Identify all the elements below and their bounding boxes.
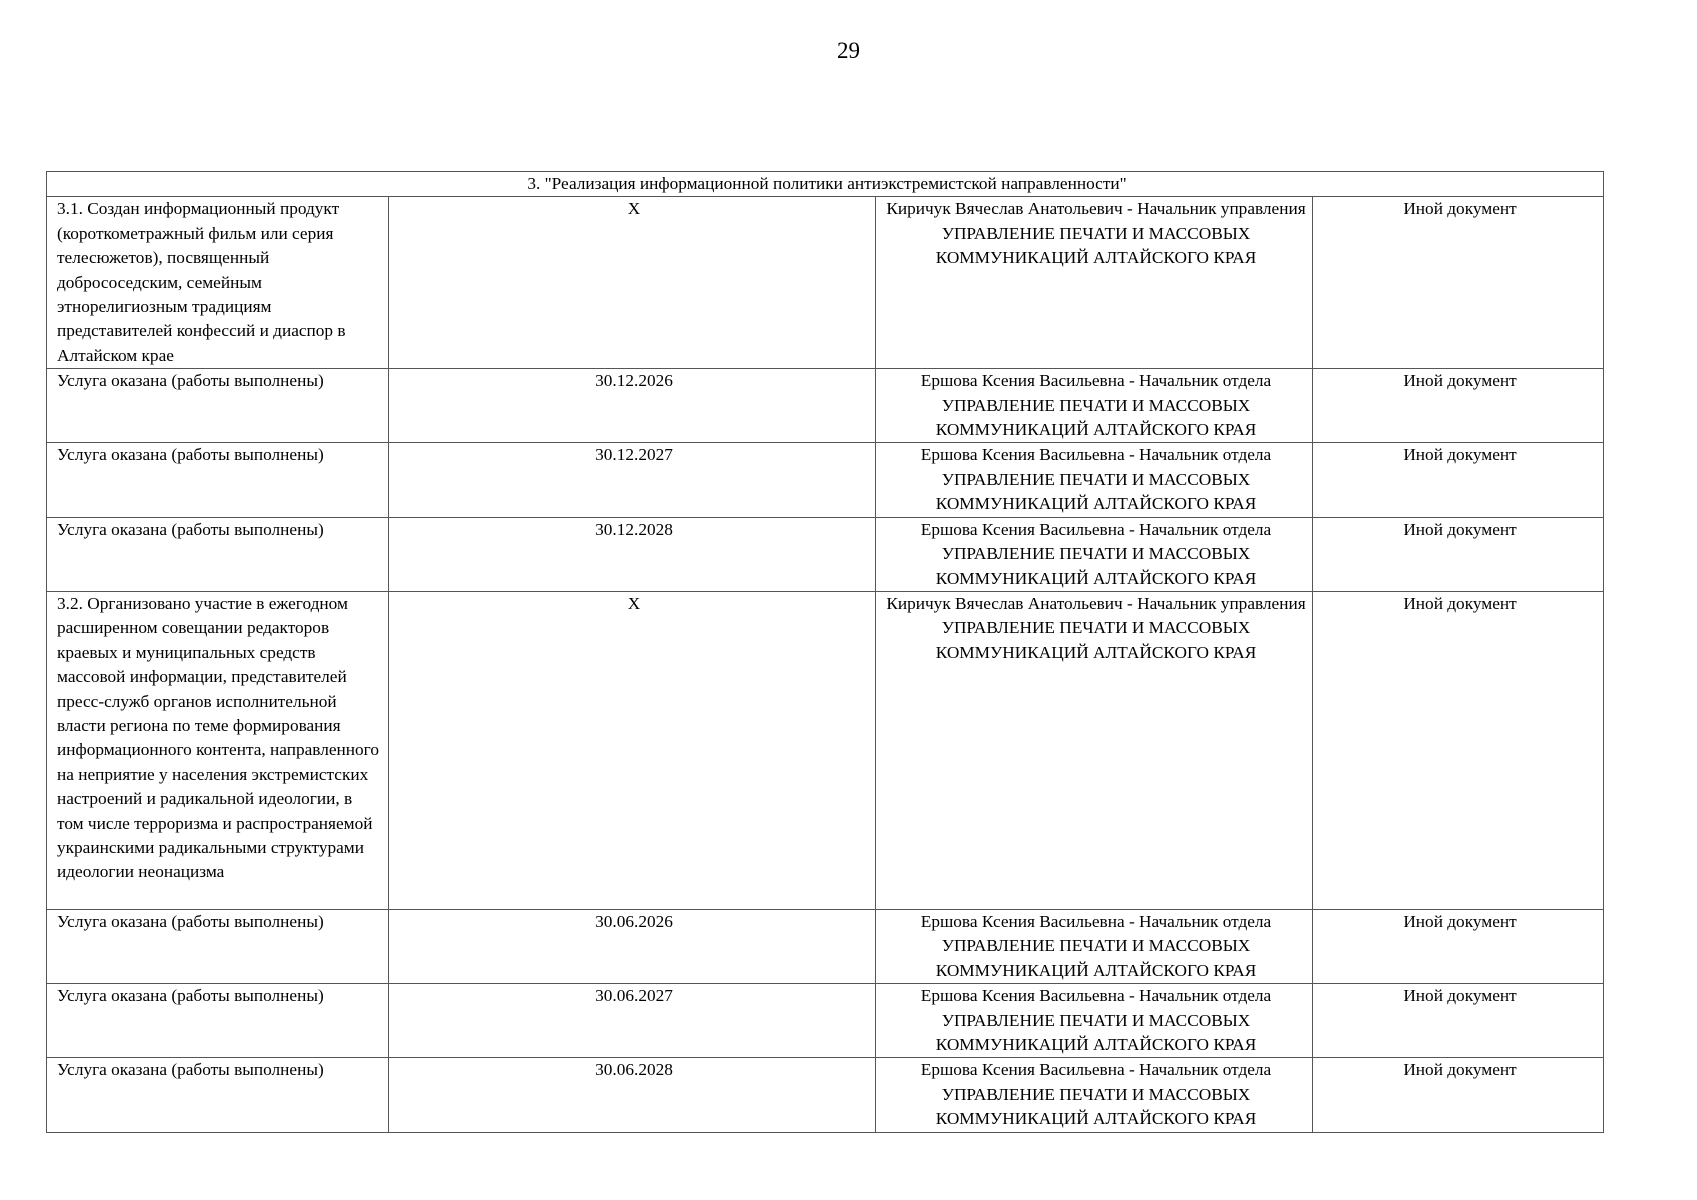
responsible-org: УПРАВЛЕНИЕ ПЕЧАТИ И МАССОВЫХ КОММУНИКАЦИЙ АЛТАЙСКОГО КРАЯ [935,223,1257,268]
row-date-cell: 30.12.2028 [389,517,876,591]
row-responsible-cell [876,197,1313,369]
section-title: 3. "Реализация информационной политики антиэкстремистской направленности" [47,172,1604,197]
row-document-cell: Иной документ [1313,369,1604,443]
responsible-org: УПРАВЛЕНИЕ ПЕЧАТИ И МАССОВЫХ КОММУНИКАЦИЙ АЛТАЙСКОГО КРАЯ [935,936,1257,980]
table-row [47,369,1604,443]
row-name-cell: Услуга оказана (работы выполнены) [47,1058,389,1132]
row-date-cell: 30.06.2027 [389,984,876,1058]
responsible-org: УПРАВЛЕНИЕ ПЕЧАТИ И МАССОВЫХ КОММУНИКАЦИЙ АЛТАЙСКОГО КРАЯ [935,544,1257,588]
responsible-org: УПРАВЛЕНИЕ ПЕЧАТИ И МАССОВЫХ КОММУНИКАЦИЙ АЛТАЙСКОГО КРАЯ [935,618,1257,662]
responsible-person: Ершова Ксения Васильевна - Начальник отдела [920,519,1272,539]
row-responsible-cell [876,1058,1313,1132]
row-name-cell: 3.2. Организовано участие в ежегодном расширенном совещании редакторов краевых и муниципальных средств массовой информации, представителей пресс-служб органов исполнительной власти региона по теме формирования информационного контента, направленного на неприятие у населения экстремистских настроений и радикальной идеологии, в том числе терроризма и распространяемой украинскими радикальными структурами идеологии неонацизма [47,591,389,909]
responsible-person: Ершова Ксения Васильевна - Начальник отдела [920,445,1272,465]
responsible-person: Ершова Ксения Васильевна - Начальник отдела [920,371,1272,391]
section-header-row [47,172,1604,197]
row-name-cell: 3.1. Создан информационный продукт (короткометражный фильм или серия телесюжетов), посвященный добрососедским, семейным этнорелигиозным традициям представителей конфессий и диаспор в Алтайском крае [47,197,389,369]
row-name-cell: Услуга оказана (работы выполнены) [47,517,389,591]
row-responsible-cell [876,517,1313,591]
table-row [47,443,1604,517]
responsible-person: Киричук Вячеслав Анатольевич - Начальник управления [886,199,1306,219]
row-name-cell: Услуга оказана (работы выполнены) [47,909,389,983]
row-date-cell: X [389,197,876,369]
row-document-cell: Иной документ [1313,591,1604,909]
table-row [47,197,1604,369]
row-document-cell: Иной документ [1313,197,1604,369]
row-date-cell: 30.12.2026 [389,369,876,443]
responsible-person: Ершова Ксения Васильевна - Начальник отдела [920,1060,1272,1080]
row-responsible-cell [876,909,1313,983]
row-responsible-cell [876,443,1313,517]
row-name-cell: Услуга оказана (работы выполнены) [47,443,389,517]
responsible-org: УПРАВЛЕНИЕ ПЕЧАТИ И МАССОВЫХ КОММУНИКАЦИЙ АЛТАЙСКОГО КРАЯ [935,469,1257,514]
page-number: 29 [837,38,860,63]
row-date-cell: 30.06.2028 [389,1058,876,1132]
row-document-cell: Иной документ [1313,517,1604,591]
row-responsible-cell [876,591,1313,909]
row-document-cell: Иной документ [1313,443,1604,517]
responsible-org: УПРАВЛЕНИЕ ПЕЧАТИ И МАССОВЫХ КОММУНИКАЦИЙ АЛТАЙСКОГО КРАЯ [935,1084,1257,1129]
responsible-org: УПРАВЛЕНИЕ ПЕЧАТИ И МАССОВЫХ КОММУНИКАЦИЙ АЛТАЙСКОГО КРАЯ [935,395,1257,440]
responsible-person: Ершова Ксения Васильевна - Начальник отдела [920,911,1272,931]
table-row [47,909,1604,983]
table-row [47,517,1604,591]
table-row [47,984,1604,1058]
row-date-cell: X [389,591,876,909]
row-date-cell: 30.06.2026 [389,909,876,983]
plan-table [46,171,1604,1133]
responsible-org: УПРАВЛЕНИЕ ПЕЧАТИ И МАССОВЫХ КОММУНИКАЦИЙ АЛТАЙСКОГО КРАЯ [935,1010,1257,1054]
row-responsible-cell [876,984,1313,1058]
row-name-cell: Услуга оказана (работы выполнены) [47,369,389,443]
table-row [47,1058,1604,1132]
row-document-cell: Иной документ [1313,1058,1604,1132]
row-name-cell: Услуга оказана (работы выполнены) [47,984,389,1058]
responsible-person: Киричук Вячеслав Анатольевич - Начальник управления [886,593,1306,613]
row-responsible-cell [876,369,1313,443]
row-date-cell: 30.12.2027 [389,443,876,517]
responsible-person: Ершова Ксения Васильевна - Начальник отдела [920,986,1272,1006]
row-document-cell: Иной документ [1313,984,1604,1058]
row-document-cell: Иной документ [1313,909,1604,983]
table-row [47,591,1604,909]
